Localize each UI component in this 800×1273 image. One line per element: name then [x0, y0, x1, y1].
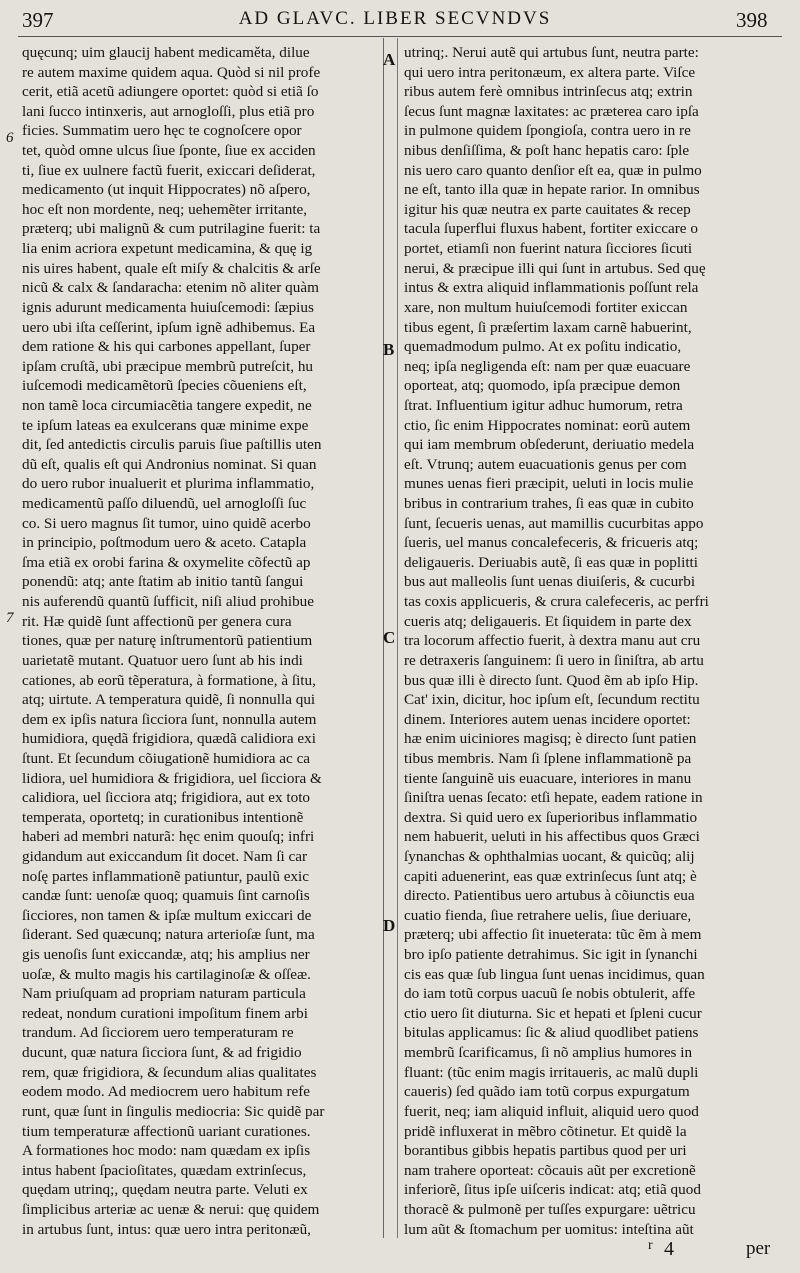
text-line: nerui, & præcipue illi qui ſunt in artubus. Sed quę: [404, 259, 706, 277]
page-footer: [0, 1238, 800, 1268]
text-line: dextra. Si quid uero ex ſuperioribus inflammatio: [404, 808, 698, 826]
page-number-left: 397: [22, 8, 54, 32]
text-line: redeat, nondum curationi impoſitum finem arbi: [22, 1004, 308, 1022]
text-line: tibus membris. Nam ſi ſplene inflammationẽ pa: [404, 749, 692, 767]
text-line: tet, quòd omne ulcus ſiue ſponte, ſiue ex acciden: [22, 142, 316, 160]
text-line: eſt. Vtrunq; autem euacuationis genus per com: [404, 455, 687, 473]
text-line: ctio, ſic enim Hippocrates nominat: eorũ autem: [404, 416, 691, 434]
text-line: nam trahere oporteat: cõcauis aũt per excretionẽ: [404, 1161, 696, 1179]
text-line: nis uires habent, quale eſt miſy & chalcitis & arſe: [22, 259, 321, 277]
text-line: cationes, ab eorũ tẽperatura, à formatione, à ſitu,: [22, 671, 316, 689]
text-line: ſynanchas & ophthalmias uocant, & quicũq; alij: [404, 847, 695, 865]
text-line: gis uenoſis ſunt exiccandæ, atq; his amplius ner: [22, 946, 310, 964]
text-line: rit. Hæ quidẽ ſunt affectionũ per genera cura: [22, 612, 292, 630]
text-line: capiti aduenerint, eas quæ extrinſecus ſunt atq; è: [404, 867, 697, 885]
text-line: neq; ipſa negligenda eſt: nam per quæ euacuare: [404, 357, 691, 375]
text-line: dem ratione & his qui carbones appellant, ſuper: [22, 338, 311, 356]
text-line: cerit, etiã acetũ adiungere oportet: quòd si etiã ſo: [22, 83, 319, 101]
text-line: dit, ſed antedictis circulis paruis ſiue paſtillis uten: [22, 436, 322, 454]
text-line: re autem maxime quidem aqua. Quòd si nil profe: [22, 63, 321, 81]
right-column: [404, 43, 766, 1239]
running-title: AD GLAVC. LIBER SECVNDVS: [238, 8, 552, 29]
text-line: qui iam membrum obſederunt, deriuatio medela: [404, 436, 695, 454]
text-line: do uero rubor inualuerit et plurima inflammatio,: [22, 475, 315, 493]
text-line: dem ex ipſis natura ſicciora ſunt, nonnulla autem: [22, 710, 317, 728]
text-line: lia enim acriora expetunt medicamina, & quę ig: [22, 240, 313, 258]
text-line: tium temperaturæ affectionũ uariant curationes.: [22, 1122, 311, 1140]
text-line: bribus in contrarium trahes, ſi eas quæ in cubito: [404, 495, 694, 513]
margin-number-6: 6: [6, 130, 14, 146]
text-line: præterq; ubi affectio ſit inueterata: tũc ẽm à mem: [404, 926, 702, 944]
text-line: ribus autem ferè omnibus intrinſecus atq; extrin: [404, 83, 693, 101]
text-line: inferiorẽ, ſitus ipſe uiſceris indicat: atq; etiã quod: [404, 1181, 701, 1199]
page-number-right: 398: [736, 8, 768, 32]
text-line: quemadmodum pulmo. At ex poſitu indicatio,: [404, 338, 682, 356]
text-line: oporteat, atq; quomodo, ipſa præcipue demon: [404, 377, 681, 395]
text-line: quęcunq; uim glaucij habent medicaměta, dilue: [22, 44, 310, 61]
text-line: præterq; ubi malignũ & cum putrilagine fuerit: ta: [22, 220, 321, 238]
text-line: bus quæ illi è directo ſunt. Quod ẽm ab ipſo Hip.: [404, 671, 699, 689]
text-line: eodem modo. Ad mediocrem uero habitum refe: [22, 1083, 311, 1101]
header-rule: [18, 36, 782, 37]
text-line: uarietatẽ mutant. Quatuor uero ſunt ab his indi: [22, 651, 303, 669]
text-line: re detraxeris ſanguinem: ſi uero in ſiniſtra, ab artu: [404, 651, 704, 669]
text-line: quędam utrinq;, quędam neutra parte. Veluti ex: [22, 1181, 308, 1199]
text-line: uero ubi iſta ceſſerint, ipſum ignẽ adhibemus. Ea: [22, 318, 316, 336]
text-line: noſę partes inflammationẽ patiuntur, paulũ exic: [22, 867, 310, 885]
text-line: utrinq;. Nerui autẽ qui artubus ſunt, neutra parte:: [404, 44, 699, 61]
text-line: ctio uero ſit diuturna. Sic et hepati et ſpleni cucur: [404, 1004, 702, 1022]
text-line: deligaueris. Deriuabis autẽ, ſi eas quæ in poplitti: [404, 553, 698, 571]
text-line: te ipſum lateas ea exulcerans quæ minime expe: [22, 416, 309, 434]
text-line: cuatio fienda, ſiue retrahere uelis, ſiue deriuare,: [404, 906, 692, 924]
text-line: medicamentũ paſſo diluendũ, uel arnogloſſi ſuc: [22, 495, 307, 513]
margin-letter-b: B: [383, 340, 395, 359]
text-line: ficies. Summatim uero hęc te cognoſcere opor: [22, 122, 302, 140]
text-line: bro ipſo patiente detrahimus. Sic igit in ſynanchi: [404, 946, 698, 964]
text-line: tra locorum affectio fuerit, à dextra manu aut cru: [404, 632, 701, 650]
text-line: ne eſt, tanto illa quæ in hepate rarior. In omnibus: [404, 181, 700, 199]
text-line: ignis adurunt medicamenta huiuſcemodi: ſæpius: [22, 298, 314, 316]
text-line: iuſcemodi medicamẽtorũ ſpecies cõueniens eſt,: [22, 377, 307, 395]
text-line: ſueris, uel manus concalefeceris, & fricueris atq;: [404, 534, 699, 552]
text-line: bus aut malleolis ſunt uenas diuiſeris, & cucurbi: [404, 573, 696, 591]
text-line: cueris atq; deligaueris. Et ſiquidem in parte dex: [404, 612, 692, 630]
text-line: medicamento (ut inquit Hippocrates) nõ aſpero,: [22, 181, 311, 199]
column-rule-right: [397, 38, 398, 1238]
text-line: pridẽ influxerat in mẽbro cõtinetur. Et quidẽ la: [404, 1122, 687, 1140]
text-line: tas coxis applicueris, & crura calefeceris, ac perfri: [404, 593, 709, 611]
text-line: tibus egent, ſi præſertim laxam carnẽ habuerint,: [404, 318, 692, 336]
text-line: nibus denſiſſima, & poſt hanc hepatis caro: ſple: [404, 142, 690, 160]
text-line: lani ſucco intinxeris, aut arnogloſſi, plus etiã pro: [22, 102, 315, 120]
text-line: ſma etiã ex orobi farina & oxymelite cõfectũ ap: [22, 553, 311, 571]
text-line: non tamẽ loca circumiacẽtia tangere expedit, ne: [22, 396, 312, 414]
text-line: nis uero caro quanto denſior eſt ea, quæ in pulmo: [404, 161, 702, 179]
text-line: dinem. Interiores autem uenas incidere oportet:: [404, 710, 691, 728]
text-line: intus habent ſpacioſitates, quædam extrinſecus,: [22, 1161, 307, 1179]
text-line: lum aũt & ſtomachum per uomitus: inteſtina aũt: [404, 1220, 694, 1238]
text-line: ſtrat. Influentium igitur adhuc humorum, retra: [404, 396, 683, 414]
text-line: directo. Patientibus uero artubus à cõiunctis eua: [404, 887, 695, 905]
margin-letter-a: A: [383, 50, 396, 69]
margin-letter-d: D: [383, 916, 396, 935]
text-line: ſtunt. Et ſecundum cõiugationẽ humidiora ac ca: [22, 749, 311, 767]
text-line: qui uero intra peritonæum, ex altera parte. Viſce: [404, 63, 696, 81]
text-line: in principio, poſtmodum uero & aceto. Catapla: [22, 534, 307, 552]
text-line: runt, quæ ſunt in ſingulis mediocria: Sic quidẽ par: [22, 1102, 325, 1120]
text-line: ſicciores, non tamen & ipſæ multum exiccari de: [22, 906, 312, 924]
text-line: in pulmone quidem ſpongioſa, contra uero in re: [404, 122, 691, 140]
text-line: nicũ & calx & ſandaracha: etenim nõ aliter quàm: [22, 279, 319, 297]
text-line: tiones, quæ per naturę inſtrumentorũ patientium: [22, 632, 313, 650]
text-line: candæ ſunt: uenoſæ quoq; quamuis ſint carnoſis: [22, 887, 310, 905]
text-line: nem habuerit, ueluti in his affectibus quos Græci: [404, 828, 700, 846]
text-line: in artubus ſunt, intus: quæ uero intra peritonæũ,: [22, 1220, 311, 1238]
text-line: ipſam cruſtã, ubi præcipue membrũ putreſcit, hu: [22, 357, 314, 375]
text-line: hæ enim uiciniores magisq; è directo ſunt patien: [404, 730, 697, 748]
text-line: A formationes hoc modo: nam quædam ex ipſis: [22, 1142, 311, 1160]
text-line: membrũ ſcarificamus, ſi nõ amplius humores in: [404, 1044, 693, 1062]
text-line: ponendũ: atq; ante ſtatim ab initio tantũ ſangui: [22, 573, 304, 591]
text-line: calidiora, uel ſicciora atq; frigidiora, aut ex toto: [22, 789, 311, 807]
signature: 4: [664, 1238, 674, 1260]
text-line: ſiniſtra uenas ſecato: etſi hepate, eadem ratione in: [404, 789, 703, 807]
text-line: ſimplicibus arteriæ ac uenæ & nerui: quę quidem: [22, 1200, 320, 1218]
text-line: munes uenas fieri præcipit, ueluti in locis mulie: [404, 475, 694, 493]
text-line: ſecus ſunt magnæ laxitates: ac præterea caro ipſa: [404, 102, 699, 120]
text-line: bitulas applicamus: ſic & aliud quodlibet patiens: [404, 1024, 699, 1042]
text-line: xare, non multum huiuſcemodi fortiter exiccan: [404, 298, 688, 316]
signature-mark: r: [648, 1238, 653, 1253]
text-line: hoc eſt non mordente, neq; uehemẽter irritante,: [22, 200, 308, 218]
text-line: fuerit, neq; iam aliquid influit, aliquid uero quod: [404, 1102, 699, 1120]
text-line: co. Si uero magnus ſit tumor, uino quidẽ acerbo: [22, 514, 311, 532]
text-line: ducunt, quæ natura ſicciora ſunt, & ad frigidio: [22, 1044, 302, 1062]
text-line: intus & extra aliquid inflammationis poſſunt rela: [404, 279, 699, 297]
running-header: [0, 6, 800, 36]
text-line: rem, quæ frigidiora, & ſecundum alias qualitates: [22, 1063, 317, 1081]
text-line: ſiderant. Sed quæcunq; natura arterioſæ ſunt, ma: [22, 926, 315, 944]
text-line: Nam priuſquam ad propriam naturam particula: [22, 985, 306, 1003]
text-line: borantibus gibbis hepatis partibus quod per uri: [404, 1142, 687, 1160]
text-line: caueris) ſed quãdo iam totũ corpus expurgatum: [404, 1083, 690, 1101]
text-line: nis auferendũ quantũ ſufficit, niſi aliud prohibue: [22, 593, 315, 611]
left-column: [22, 43, 376, 1239]
text-line: haberi ad membri naturã: hęc enim quouſq; infri: [22, 828, 315, 846]
margin-number-7: 7: [6, 610, 14, 626]
text-line: dũ eſt, qualis eſt qui Andronius nominat. Si quan: [22, 455, 317, 473]
text-line: tacula ſuperflui fluxus habent, fortiter exiccare o: [404, 220, 698, 238]
catchword: per: [746, 1238, 771, 1259]
text-line: temperata, oportetq; in curationibus intentionẽ: [22, 808, 304, 826]
text-line: cis eas quæ ſub lingua ſunt uenas incidimus, quan: [404, 965, 705, 983]
text-line: igitur his quæ neutra ex parte cauitates & recep: [404, 200, 691, 218]
text-line: do iam totũ corpus uacuũ ſe nobis obtulerit, affe: [404, 985, 696, 1003]
text-line: portet, etiamſi non fuerint natura ſicciores ſicuti: [404, 240, 693, 258]
text-line: trandum. Ad ſicciorem uero temperaturam re: [22, 1024, 294, 1042]
text-line: humidiora, quędã frigidiora, quædã calidiora exi: [22, 730, 316, 748]
text-line: ſunt, ſecueris uenas, aut mamillis cucurbitas appo: [404, 514, 704, 532]
text-line: ti, ſiue ex uulnere factũ fuerit, exiccari deſiderat,: [22, 161, 316, 179]
text-line: Cat' ixin, dicitur, hoc ipſum eſt, ſecundum rectitu: [404, 691, 700, 709]
text-line: fluant: (tũc enim magis irritaueris, ac malũ dupli: [404, 1063, 699, 1081]
text-line: gidandum aut exiccandum ſit docet. Nam ſi car: [22, 847, 308, 865]
text-line: uoſæ, & multo magis his cartilaginoſæ & oſſeæ.: [22, 965, 311, 983]
text-line: lidiora, uel humidiora & frigidiora, uel ſicciora &: [22, 769, 322, 787]
margin-letter-c: C: [383, 628, 396, 647]
text-line: tiente ſanguinẽ uis euacuare, interiores in manu: [404, 769, 692, 787]
text-line: atq; uirtute. A temperatura quidẽ, ſi nonnulla qui: [22, 691, 316, 709]
text-line: thoracẽ & pulmonẽ per tuſſes expurgare: uẽtricu: [404, 1200, 696, 1218]
